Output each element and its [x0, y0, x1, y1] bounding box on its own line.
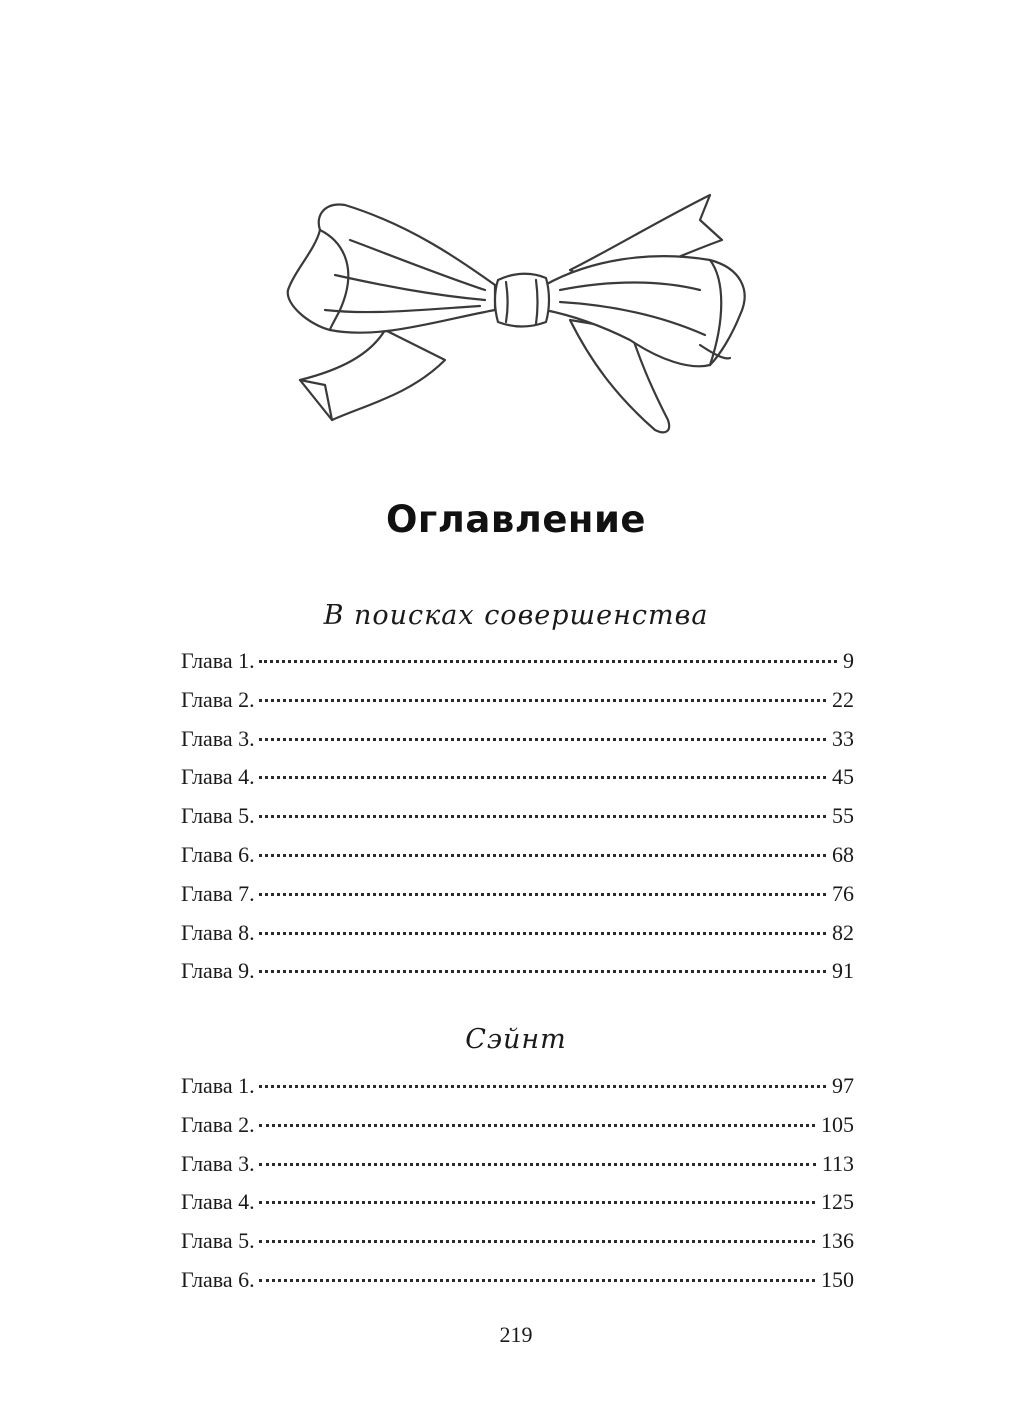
toc-entry-label: Глава 1. — [181, 648, 255, 673]
toc-entry[interactable] — [181, 842, 854, 881]
toc-entry-label: Глава 4. — [181, 764, 255, 790]
toc-entry[interactable] — [181, 687, 854, 726]
toc-entry[interactable] — [181, 958, 854, 997]
toc-entry-page: 22 — [832, 686, 854, 712]
toc-entry-label: Глава 3. — [181, 1150, 255, 1176]
toc-entry-label: Глава 4. — [181, 1189, 255, 1215]
page-number: 219 — [499, 1322, 533, 1347]
toc-entry-page: 9 — [843, 648, 854, 673]
toc-entry-page: 136 — [821, 1228, 854, 1254]
dot-leader — [259, 1240, 815, 1243]
toc-entry[interactable] — [181, 803, 854, 842]
toc-entry-label: Глава 2. — [181, 686, 255, 712]
toc-entry[interactable] — [181, 1228, 854, 1267]
toc-entry[interactable] — [181, 1189, 854, 1228]
toc-entry[interactable] — [181, 1151, 854, 1190]
dot-leader — [259, 854, 826, 857]
dot-leader — [259, 1279, 815, 1282]
toc-entry[interactable] — [181, 726, 854, 765]
toc-entry-label: Глава 3. — [181, 725, 255, 751]
toc-entry-label: Глава 5. — [181, 1228, 255, 1254]
dot-leader — [259, 776, 826, 779]
dot-leader — [259, 1201, 815, 1204]
toc-entry-page: 55 — [832, 803, 854, 829]
dot-leader — [259, 738, 826, 741]
toc-entry-label: Глава 7. — [181, 880, 255, 906]
dot-leader — [259, 1124, 815, 1127]
toc-entry-page: 105 — [821, 1111, 854, 1137]
toc-entry[interactable] — [181, 1267, 854, 1306]
toc-entry-label: Глава 1. — [181, 1073, 255, 1098]
toc-list-part-2 — [181, 1073, 854, 1306]
toc-entry[interactable] — [181, 764, 854, 803]
dot-leader — [259, 699, 826, 702]
part-title-1: В поисках совершенства — [323, 600, 709, 631]
dot-leader — [259, 893, 826, 896]
toc-list-part-1 — [181, 648, 854, 997]
toc-entry-label: Глава 5. — [181, 803, 255, 829]
toc-entry-label: Глава 6. — [181, 1266, 255, 1292]
toc-entry-page: 33 — [832, 725, 854, 751]
toc-entry-page: 150 — [821, 1266, 854, 1292]
toc-entry-page: 97 — [832, 1073, 854, 1098]
toc-entry-page: 68 — [832, 841, 854, 867]
part-title-2: Сэйнт — [465, 1024, 567, 1055]
dot-leader — [259, 970, 826, 973]
toc-entry-page: 125 — [821, 1189, 854, 1215]
toc-entry-label: Глава 9. — [181, 958, 255, 984]
toc-entry-label: Глава 6. — [181, 841, 255, 867]
toc-entry-label: Глава 8. — [181, 919, 255, 945]
toc-entry[interactable] — [181, 881, 854, 920]
toc-entry-page: 45 — [832, 764, 854, 790]
dot-leader — [259, 1163, 816, 1166]
toc-entry[interactable] — [181, 648, 854, 687]
toc-entry[interactable] — [181, 1112, 854, 1151]
toc-entry[interactable] — [181, 1073, 854, 1112]
toc-entry-page: 91 — [832, 958, 854, 984]
toc-entry-page: 82 — [832, 919, 854, 945]
ribbon-bow-icon — [270, 180, 760, 445]
dot-leader — [259, 815, 826, 818]
dot-leader — [259, 660, 837, 663]
page-title: Оглавление — [385, 498, 647, 541]
dot-leader — [259, 1085, 826, 1088]
toc-entry-label: Глава 2. — [181, 1111, 255, 1137]
dot-leader — [259, 932, 826, 935]
toc-entry[interactable] — [181, 920, 854, 959]
toc-entry-page: 76 — [832, 880, 854, 906]
toc-entry-page: 113 — [821, 1150, 854, 1176]
